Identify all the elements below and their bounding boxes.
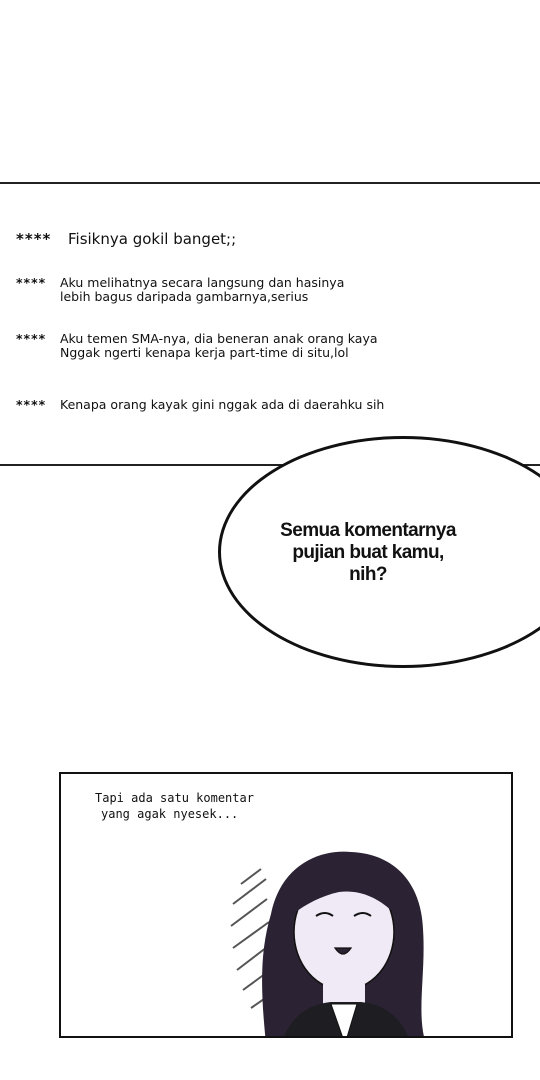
comment-line: Fisiknya gokil banget;; [68,230,237,248]
comment-text [60,332,378,360]
comment-text [60,398,384,412]
comment-stars: **** [16,230,52,248]
comment-4 [16,398,384,412]
smiling-character-illustration [211,844,511,1038]
comment-line: Nggak ngerti kenapa kerja part-time di situ,lol [60,345,349,360]
bubble-line: pujian buat kamu, [292,542,444,563]
comment-line: Aku temen SMA-nya, dia beneran anak orang kaya [60,331,378,346]
narration-line: Tapi ada satu komentar [95,791,254,805]
comment-stars: **** [16,275,47,290]
comment-text [68,230,236,248]
narration-line: yang agak nyesek... [101,807,239,821]
comment-stars: **** [16,331,47,346]
comment-line: Kenapa orang kayak gini nggak ada di daerahku sih [60,397,385,412]
comment-1 [16,230,236,248]
comment-line: lebih bagus daripada gambarnya,serius [60,289,309,304]
bubble-line: nih? [349,564,387,585]
speech-bubble-text [258,520,478,586]
comment-2 [16,276,344,304]
narration-box [95,790,254,822]
comic-panel [59,772,513,1038]
comment-3 [16,332,378,360]
bubble-line: Semua komentarnya [280,520,456,541]
comment-text [60,276,344,304]
comment-stars: **** [16,397,47,412]
comment-line: Aku melihatnya secara langsung dan hasinya [60,275,345,290]
comments-panel [0,182,540,466]
